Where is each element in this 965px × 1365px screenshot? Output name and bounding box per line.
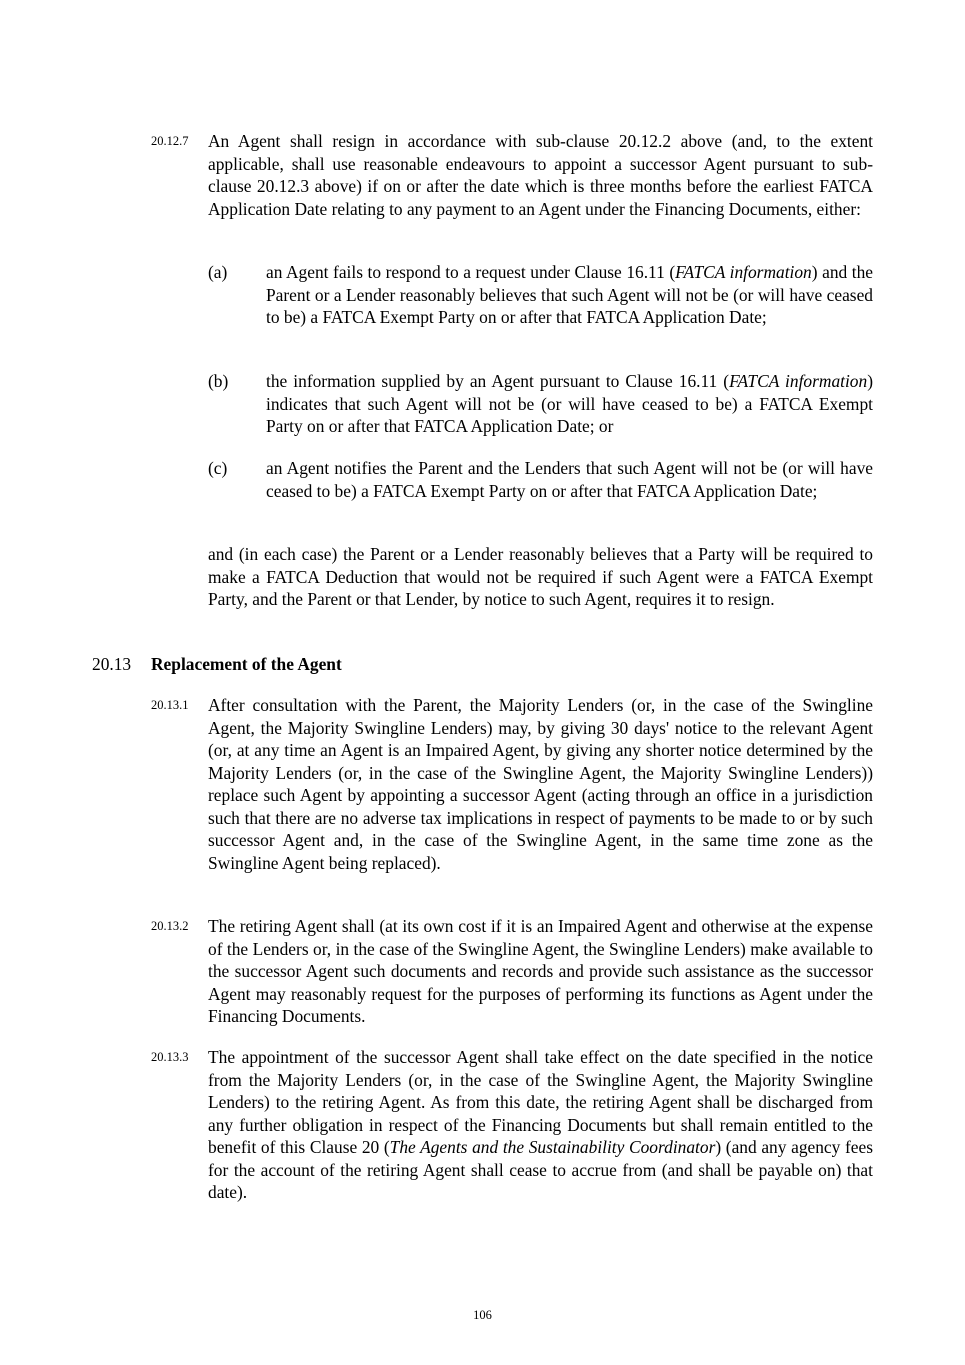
clause-number-20-13-2: 20.13.2 [151,919,189,933]
item-b-label: (b) [208,371,229,391]
item-c-text: an Agent notifies the Parent and the Lenders that such Agent will not be (or will have ceased to be) a FATCA Exempt Party on or after that FATCA Application Date; [266,458,873,501]
item-a-text: an Agent fails to respond to a request under Clause 16.11 (FATCA information) and the Parent or a Lender reasonably believes that such Agent will not be (or will have ceased to be) a FATCA Exempt Party on or after that FATCA Application Date; [266,262,874,327]
clause-number-20-13-3: 20.13.3 [151,1050,189,1064]
clause-number-20-12-7: 20.12.7 [151,134,189,148]
item-b-text: the information supplied by an Agent pursuant to Clause 16.11 (FATCA information) indicates that such Agent will not be (or will have ceased to be) a FATCA Exempt Party on or after that FATCA Application Date; or [266,371,873,436]
section-heading: Replacement of the Agent [151,654,342,674]
section-number-20-13: 20.13 [92,654,132,674]
clause-20-13-3-text: The appointment of the successor Agent shall take effect on the date specified in the notice from the Majority Lenders (or, in the case of the Swingline Agent, the Majority Swingline Lenders) to the retiring Agent. As from this date, the retiring Agent shall be discharged from any further obligation in respect of the Financing Documents but shall remain entitled to the benefit of this Clause 20 (The Agents and the Sustainability Coordinator) (and any agency fees for the account of the retiring Agent shall cease to accrue from (and shall be payable on) that date). [208,1047,873,1202]
item-c-label: (c) [208,458,228,478]
clause-20-13-2-text: The retiring Agent shall (at its own cost if it is an Impaired Agent and otherwise at the expense of the Lenders or, in the case of the Swingline Agent, the Swingline Lenders) make available to the successor Agent such documents and records and provide such assistance as the successor Agent may reasonably request for the purposes of performing its functions as Agent under the Financing Documents. [208,916,873,1026]
clause-number-20-13-1: 20.13.1 [151,698,189,712]
item-a-label: (a) [208,262,228,282]
clause-20-13-1-text: After consultation with the Parent, the Majority Lenders (or, in the case of the Swingline Agent, the Majority Swingline Lenders) may, by giving 30 days' notice to the relevant Agent (or, at any time an Agent is an Impaired Agent, by giving any shorter notice determined by the Majority Lenders (or, in the case of the Swingline Agent, the Majority Swingline Lenders)) replace such Agent by appointing a successor Agent (acting through an office in a jurisdiction such that there are no adverse tax implications in respect of payments to be made to or by such successor Agent and, in the case of the Swingline Agent, in the same time zone as the Swingline Agent being replaced). [208,695,873,873]
clause-20-12-7-text: An Agent shall resign in accordance with sub-clause 20.12.2 above (and, to the extent applicable, shall use reasonable endeavours to appoint a successor Agent pursuant to sub-clause 20.12.3 above) if on or after the date which is three months before the earliest FATCA Application Date relating to any payment to an Agent under the Financing Documents, either: [208,131,873,219]
page-number: 106 [473,1308,492,1322]
clause-20-12-7-closing: and (in each case) the Parent or a Lender reasonably believes that a Party will be required to make a FATCA Deduction that would not be required if such Agent were a FATCA Exempt Party, and the Parent or that Lender, by notice to such Agent, requires it to resign. [208,544,873,609]
